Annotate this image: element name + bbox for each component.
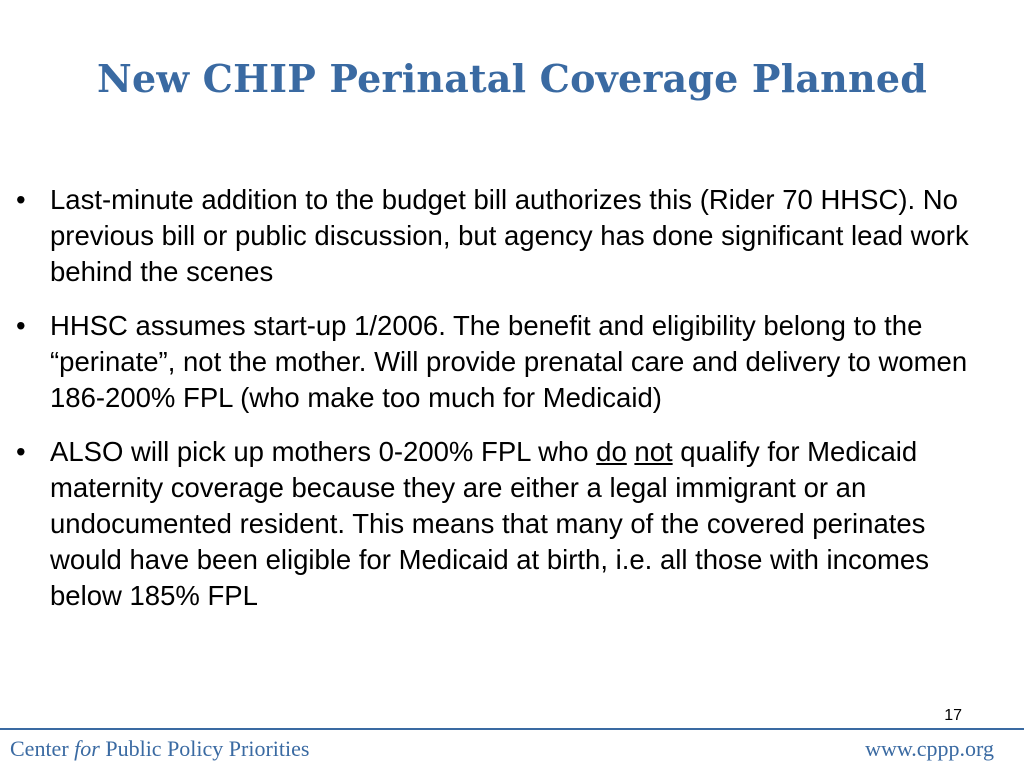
bullet-item xyxy=(14,308,1004,416)
footer-website-link[interactable]: www.cppp.org xyxy=(865,736,994,761)
underlined-word-not: not xyxy=(634,436,673,467)
footer-organization xyxy=(10,736,309,762)
bullet-text-after: qualify for Medicaid maternity coverage because they are either a legal immigrant or an undocumented resident. This means that many of the covered perinates would have been eligible for Medicaid at birth, i.e. all those with incomes below 185% FPL xyxy=(50,436,929,611)
footer-org-part1: Center xyxy=(10,736,75,761)
underlined-word-do: do xyxy=(596,436,627,467)
bullet-icon: • xyxy=(16,310,26,341)
bullet-list xyxy=(14,182,1004,632)
footer-org-part2: Public Policy Priorities xyxy=(99,736,310,761)
bullet-text-before: ALSO will pick up mothers 0-200% FPL who xyxy=(50,436,597,467)
bullet-text xyxy=(50,436,929,611)
footer-divider xyxy=(0,728,1024,730)
bullet-item xyxy=(14,434,1004,614)
page-number: 17 xyxy=(944,707,962,724)
bullet-item xyxy=(14,182,1004,290)
bullet-icon: • xyxy=(16,184,26,215)
footer-org-italic: for xyxy=(74,736,100,761)
bullet-text: HHSC assumes start-up 1/2006. The benefit and eligibility belong to the “perinate”, not the mother. Will provide prenatal care and delivery to women 186-200% FPL (who make too much for Medicaid) xyxy=(50,310,968,413)
bullet-text: Last-minute addition to the budget bill authorizes this (Rider 70 HHSC). No previous bill or public discussion, but agency has done significant lead work behind the scenes xyxy=(50,184,969,287)
bullet-icon: • xyxy=(16,436,26,467)
slide-title: New CHIP Perinatal Coverage Planned xyxy=(97,56,927,101)
